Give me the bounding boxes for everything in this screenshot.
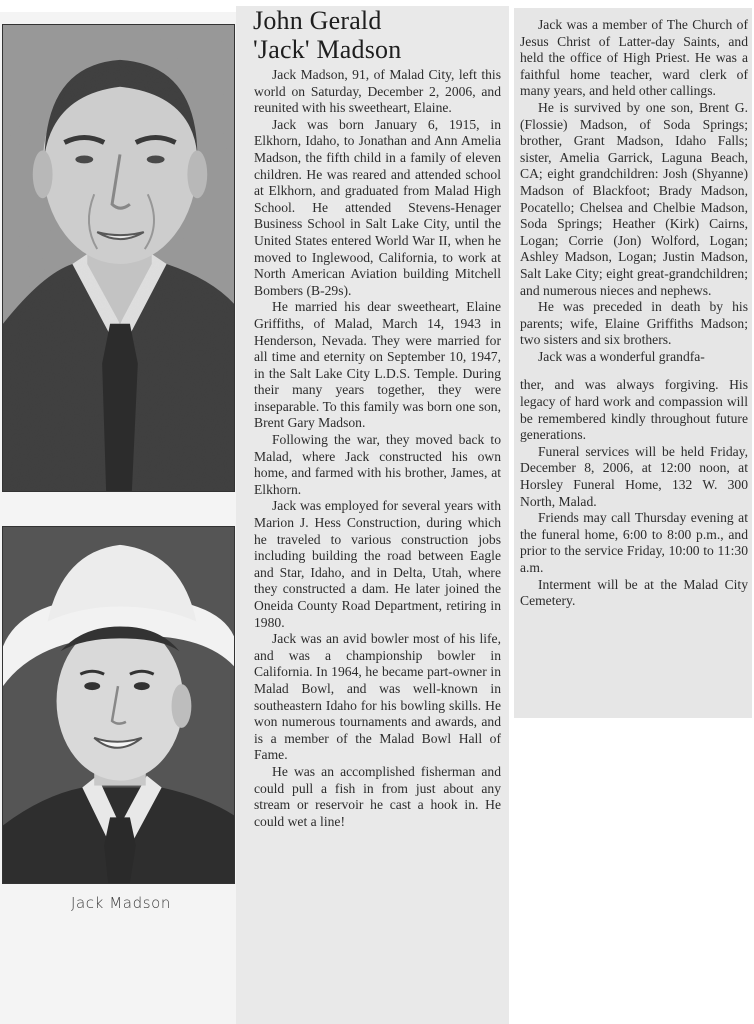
paragraph-marriage: He married his dear sweetheart, Elaine Griffiths, of Malad, March 14, 1943 in Henderson, Nevada. They were married for all time and eternity on September 10, 1947, in the Salt Lake City L.D.S. Temple. During their many years together, they were inseparable. To this family was born one son, Brent Gary Madson.	[254, 299, 501, 431]
paragraph-visitation: Friends may call Thursday evening at the funeral home, 6:00 to 8:00 p.m., and prior to the service Friday, 10:00 to 11:30 a.m.	[520, 510, 748, 575]
headline	[254, 6, 501, 64]
paragraph-after-war: Following the war, they moved back to Malad, where Jack constructed his own home, and farmed with his brother, James, at Elkhorn.	[254, 432, 501, 497]
article-body-continued	[520, 17, 748, 610]
paragraph-survivors: He is survived by one son, Brent G. (Flossie) Madson, of Soda Springs; brother, Grant Madson, Idaho Falls; sister, Amelia Garrick, Laguna Beach, CA; eight grandchildren: Josh (Shyanne) Madson of Blackfoot; Brady Madson, Pocatello; Chelsea and Chelbie Madson, Soda Springs; Heather (Kirk) Cairns, Logan; Corrie (Jon) Wolford, Logan; Ashley Madson, Logan; Justin Madson, Salt Lake City; eight great-grandchildren; and numerous nieces and nephews.	[520, 99, 748, 298]
headline-line-2: 'Jack' Madson	[253, 35, 402, 64]
photo-caption: Jack Madson	[70, 894, 172, 912]
paragraph-church: Jack was a member of The Church of Jesus Christ of Latter-day Saints, and held the office of High Priest. He was a faithful home teacher, ward clerk of many years, and held other callings.	[520, 17, 748, 99]
article-body	[254, 67, 501, 830]
paragraph-fishing: He was an accomplished fisherman and could pull a fish in from just about any stream or reservoir he cast a hook in. He could wet a line!	[254, 763, 501, 829]
column-break-gap	[520, 365, 748, 377]
article-main-column	[236, 6, 509, 1024]
paragraph-grandfather-end: ther, and was always forgiving. His legacy of hard work and compassion will be remembered kindly throughout future generations.	[520, 377, 748, 443]
headline-line-1: John Gerald	[253, 6, 382, 35]
paragraph-preceded: He was preceded in death by his parents; wife, Elaine Griffiths Madson; two sisters and six brothers.	[520, 299, 748, 348]
paragraph-intro: Jack Madson, 91, of Malad City, left this world on Saturday, December 2, 2006, and reunited with his sweetheart, Elaine.	[254, 67, 501, 116]
portrait-young-image	[3, 527, 234, 883]
portrait-older-image	[3, 25, 234, 491]
paragraph-bowling: Jack was an avid bowler most of his life, and was a championship bowler in California. In 1964, he became part-owner in Malad Bowl, and was well-known in southeastern Idaho for his bowling skills. He won numerous tournaments and awards, and is a member of the Malad Bowl Hall of Fame.	[254, 631, 501, 763]
paragraph-early-life: Jack was born January 6, 1915, in Elkhorn, Idaho, to Jonathan and Ann Amelia Madson, the fifth child in a family of eleven children. He was reared and attended school at Elkhorn, and graduated from Malad High School. He attended Stevens-Henager Business School in Salt Lake City, until the United States entered World War II, when he moved to Inglewood, California, to work at North American Aviation building Mitchell Bombers (B-29s).	[254, 116, 501, 298]
paragraph-interment: Interment will be at the Malad City Cemetery.	[520, 576, 748, 609]
paragraph-funeral: Funeral services will be held Friday, December 8, 2006, at 12:00 noon, at Horsley Funeral Home, 132 W. 300 North, Malad.	[520, 443, 748, 509]
paragraph-grandfather-start: Jack was a wonderful grandfa-	[538, 348, 705, 364]
article-right-column	[514, 8, 752, 718]
portrait-photo-young	[2, 526, 235, 884]
portrait-photo-older	[2, 24, 235, 492]
photo-column	[0, 12, 242, 1024]
paragraph-career: Jack was employed for several years with Marion J. Hess Construction, during which he traveled to various construction jobs including building the road between Eagle and Star, Idaho, and in Delta, Utah, where they constructed a dam. He later joined the Oneida County Road Department, retiring in 1980.	[254, 498, 501, 630]
